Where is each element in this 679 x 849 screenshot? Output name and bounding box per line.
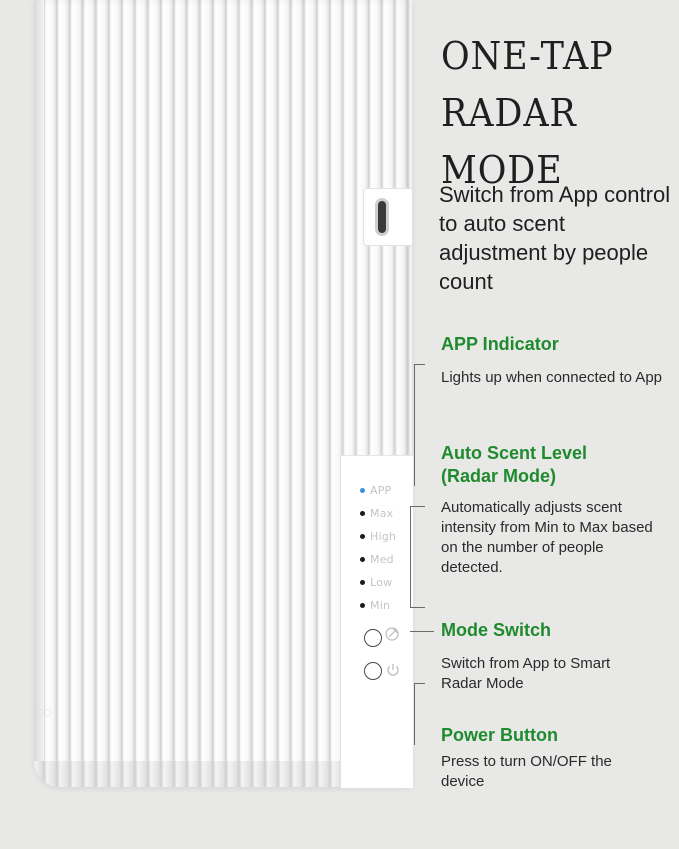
power-callout-line	[414, 683, 425, 745]
indicator-label: Med	[370, 553, 394, 566]
power-button[interactable]	[364, 662, 382, 680]
app-led-dot	[360, 488, 365, 493]
indicator-label: Low	[370, 576, 393, 589]
led-dot	[360, 511, 365, 516]
power-icon	[385, 662, 401, 678]
headline-subtitle: Switch from App control to auto scent adjustment by people count	[439, 182, 671, 294]
indicator-high	[360, 530, 396, 543]
indicator-label: Min	[370, 599, 391, 612]
app-indicator-callout-line	[414, 364, 425, 486]
indicator-label: APP	[370, 484, 392, 497]
led-dot	[360, 557, 365, 562]
feature-desc-auto-scent: Automatically adjusts scent intensity from Min to Max based on the number of people detected.	[441, 499, 653, 576]
feature-title-app-indicator: APP Indicator	[441, 334, 559, 354]
usb-c-port	[363, 188, 412, 246]
auto-scent-callout-bracket	[410, 506, 425, 608]
indicator-app	[360, 484, 391, 497]
feature-title-power-button: Power Button	[441, 725, 558, 745]
led-dot	[360, 534, 365, 539]
led-dot	[360, 603, 365, 608]
led-dot	[360, 580, 365, 585]
control-panel	[340, 455, 413, 788]
indicator-min	[360, 599, 390, 612]
indicator-label: Max	[370, 507, 394, 520]
radar-mode-icon	[384, 626, 400, 642]
headline-line-1: ONE-TAP	[441, 34, 614, 78]
device-faint-mark: ◌◌	[36, 708, 52, 718]
device-edge	[34, 0, 44, 787]
feature-title-auto-scent: Auto Scent Level (Radar Mode)	[441, 443, 588, 486]
headline-line-2: RADAR	[441, 91, 577, 135]
indicator-label: High	[370, 530, 397, 543]
headline-title	[441, 28, 614, 199]
mode-switch-callout-line	[410, 631, 434, 632]
feature-title-mode-switch: Mode Switch	[441, 620, 552, 640]
headline-line-3: MODE	[441, 148, 563, 192]
indicator-low	[360, 576, 392, 589]
indicator-med	[360, 553, 394, 566]
feature-desc-mode-switch: Switch from App to Smart Radar Mode	[441, 655, 611, 692]
mode-switch-button[interactable]	[364, 629, 382, 647]
feature-desc-app-indicator: Lights up when connected to App	[441, 369, 663, 386]
usb-c-slot-icon	[375, 198, 389, 236]
feature-desc-power-button: Press to turn ON/OFF the device	[441, 753, 612, 790]
indicator-max	[360, 507, 393, 520]
